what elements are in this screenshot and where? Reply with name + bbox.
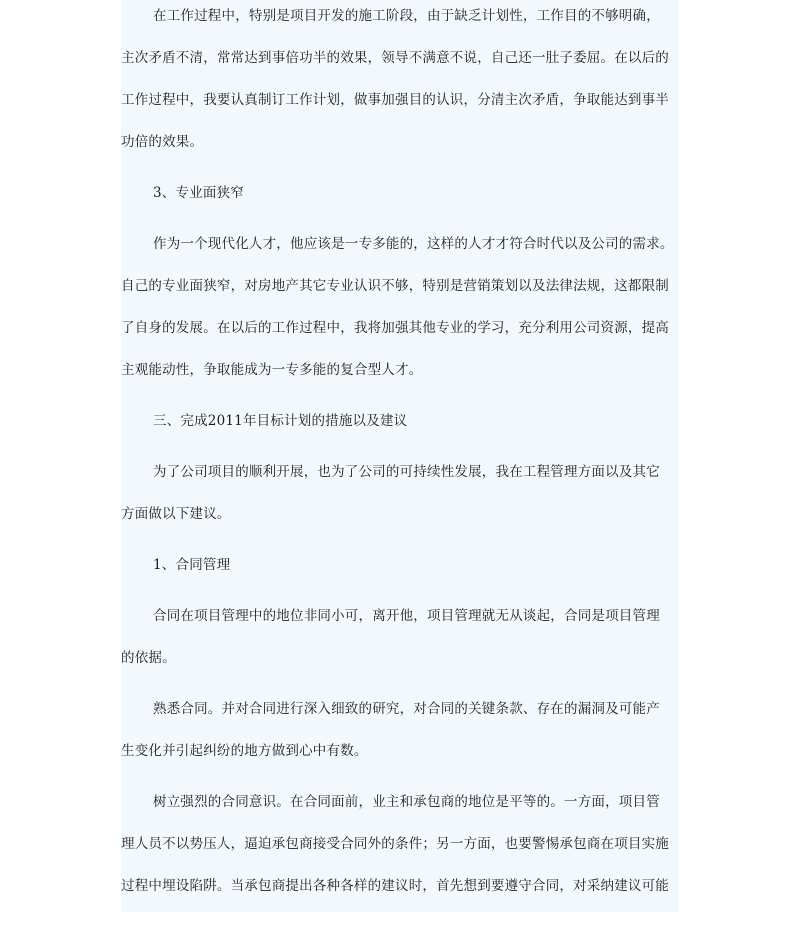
text-line: 自己的专业面狭窄，对房地产其它专业认识不够，特别是营销策划以及法律法规，这都限制 (121, 278, 669, 294)
text-line: 主次矛盾不清，常常达到事倍功半的效果，领导不满意不说，自己还一肚子委屈。在以后的 (121, 50, 669, 66)
text-line: 为了公司项目的顺利开展，也为了公司的可持续性发展，我在工程管理方面以及其它 (153, 464, 660, 480)
document-body (121, 0, 678, 907)
text-line: 熟悉合同。并对合同进行深入细致的研究，对合同的关键条款、存在的漏洞及可能产 (153, 701, 660, 717)
text-line: 主观能动性，争取能成为一专多能的复合型人才。 (121, 362, 423, 378)
text-line: 树立强烈的合同意识。在合同面前，业主和承包商的地位是平等的。一方面，项目管 (153, 794, 660, 810)
text-line: 理人员不以势压人，逼迫承包商接受合同外的条件；另一方面，也要警惕承包商在项目实施 (121, 836, 669, 852)
document-page (121, 0, 678, 912)
paragraph (121, 172, 678, 214)
text-line: 工作过程中，我要认真制订工作计划，做事加强目的认识，分清主次矛盾，争取能达到事半 (121, 92, 669, 108)
text-line: 在工作过程中，特别是项目开发的施工阶段，由于缺乏计划性，工作目的不够明确， (153, 8, 660, 24)
text-line: 1、合同管理 (153, 557, 231, 573)
paragraph (121, 223, 678, 391)
text-line: 的依据。 (121, 650, 176, 666)
text-line: 了自身的发展。在以后的工作过程中，我将加强其他专业的学习，充分利用公司资源，提高 (121, 320, 669, 336)
text-line: 方面做以下建议。 (121, 506, 231, 522)
text-line: 3、专业面狭窄 (153, 185, 244, 201)
paragraph (121, 451, 678, 535)
paragraph (121, 688, 678, 772)
paragraph (121, 400, 678, 442)
paragraph (121, 781, 678, 907)
text-line: 三、完成2011年目标计划的措施以及建议 (153, 413, 408, 429)
paragraph (121, 544, 678, 586)
text-line: 生变化并引起纠纷的地方做到心中有数。 (121, 743, 368, 759)
text-line: 过程中埋设陷阱。当承包商提出各种各样的建议时，首先想到要遵守合同，对采纳建议可能 (121, 878, 669, 894)
text-line: 功倍的效果。 (121, 134, 204, 150)
paragraph (121, 595, 678, 679)
text-line: 合同在项目管理中的地位非同小可，离开他，项目管理就无从谈起，合同是项目管理 (153, 608, 660, 624)
paragraph (121, 0, 678, 163)
text-line: 作为一个现代化人才，他应该是一专多能的，这样的人才才符合时代以及公司的需求。 (153, 236, 674, 252)
